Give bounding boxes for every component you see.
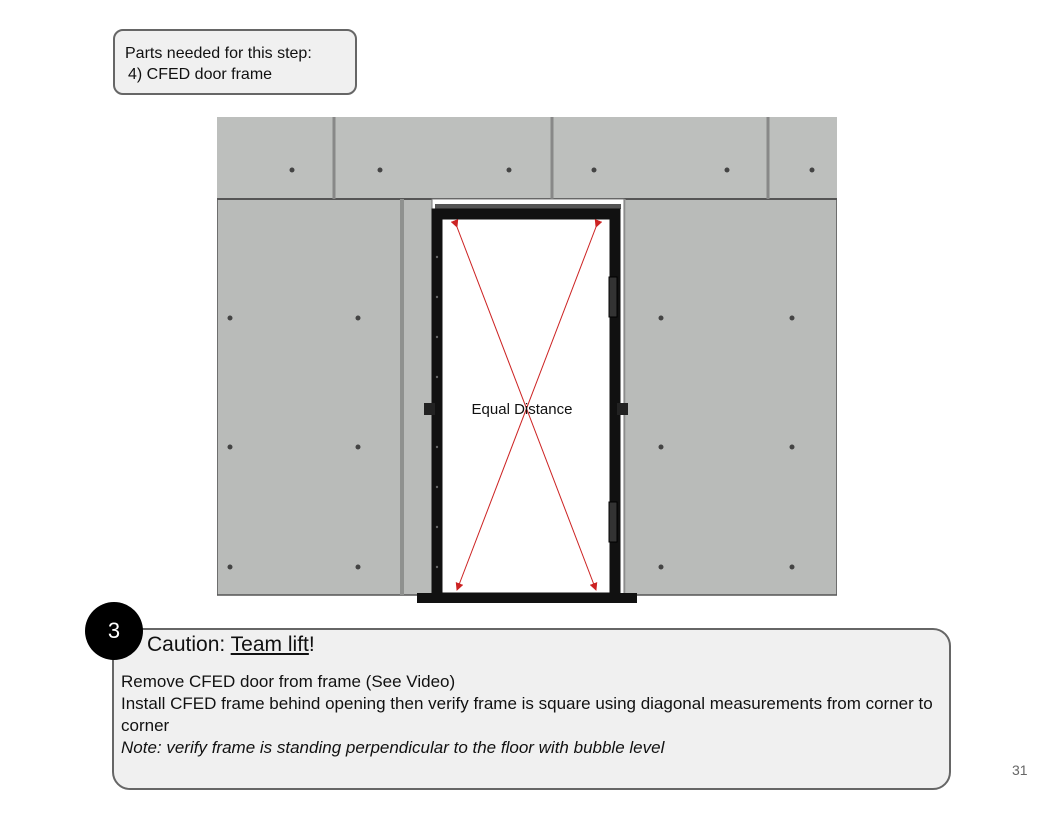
frame-clip-right bbox=[617, 403, 628, 415]
frame-hinge bbox=[609, 277, 617, 317]
instruction-note: Note: verify frame is standing perpendicular to the floor with bubble level bbox=[121, 738, 665, 757]
caution-heading bbox=[147, 632, 315, 658]
frame-header-bar bbox=[435, 204, 621, 209]
caution-suffix: ! bbox=[308, 633, 315, 656]
frame-clip-left bbox=[424, 403, 435, 415]
caution-emphasis: Team lift bbox=[230, 633, 309, 656]
parts-heading: Parts needed for this step: bbox=[125, 45, 312, 62]
instruction-line-2: Install CFED frame behind opening then verify frame is square using diagonal measurements from corner to corner bbox=[121, 694, 933, 735]
wall-header-band bbox=[217, 117, 837, 199]
parts-item: 4) CFED door frame bbox=[128, 66, 273, 83]
instructions-text bbox=[121, 671, 941, 759]
equal-distance-label: Equal Distance bbox=[471, 401, 573, 418]
wall-opening bbox=[432, 199, 624, 599]
frame-base-plate bbox=[417, 593, 637, 603]
frame-hinge bbox=[609, 502, 617, 542]
step-number-badge: 3 bbox=[85, 602, 143, 660]
page-number: 31 bbox=[1012, 762, 1028, 778]
parts-needed-box bbox=[113, 29, 357, 95]
instruction-line-1: Remove CFED door from frame (See Video) bbox=[121, 672, 456, 691]
caution-prefix: Caution: bbox=[147, 633, 231, 656]
door-frame-illustration bbox=[217, 117, 837, 603]
